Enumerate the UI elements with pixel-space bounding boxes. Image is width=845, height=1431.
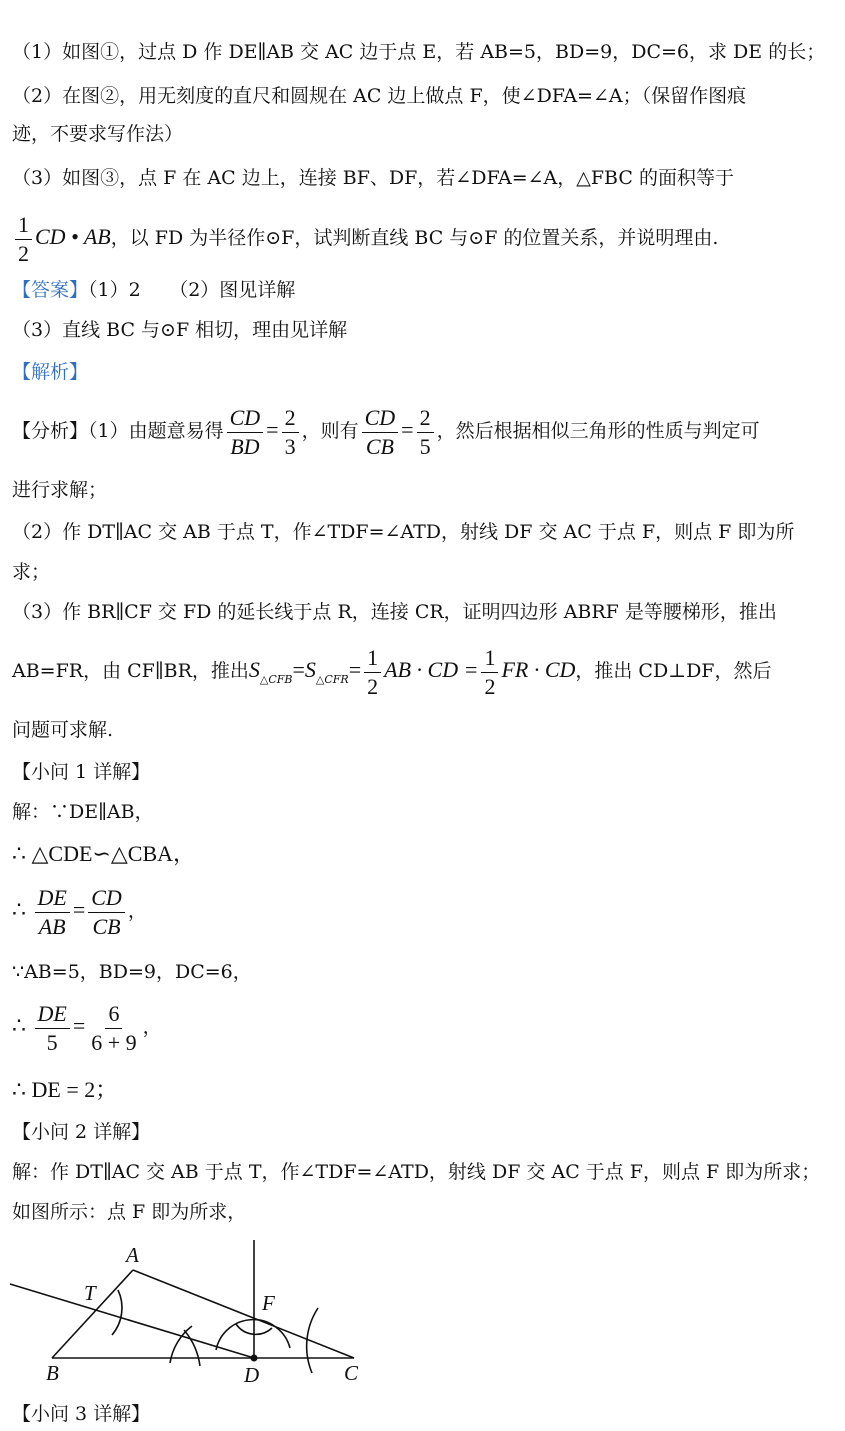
sub1-line-2: ∴ △CDE∽△CBA，	[12, 841, 196, 866]
label-a: A	[126, 1243, 139, 1267]
question-1: （1）如图①，过点 D 作 DE∥AB 交 AC 边于点 E，若 AB=5，BD=9，DC=6，求 DE 的长；	[12, 41, 826, 63]
sub1-line-3: ∴ $\frac{DE}{AB}$ = $\frac{CD}{CB}$ ，	[12, 884, 147, 939]
analysis-part3-line-3: 问题可求解.	[12, 719, 114, 741]
label-d: D	[244, 1363, 260, 1387]
label-b: B	[46, 1361, 59, 1385]
question-2-line-1: （2）在图②，用无刻度的直尺和圆规在 AC 边上做点 F，使∠DFA=∠A；（保留作图痕	[12, 85, 747, 107]
answer-line-1: 【答案】（1）2 （2）图见详解	[12, 279, 296, 301]
arc-2	[184, 1330, 200, 1366]
analysis-line-1: 【分析】（1）由题意易得 $\frac{CD}{BD}$ = $\frac{2}{3}$ ，则有 $\frac{CD}{CB}$ = $\frac{2}{5}$ ，然后根据相似三角形的性质与判定可	[12, 404, 760, 459]
analysis-part3-line-1: （3）作 BR∥CF 交 FD 的延长线于点 R，连接 CR，证明四边形 ABRF 是等腰梯形，推出	[12, 601, 777, 623]
answer-line-2: （3）直线 BC 与⊙F 相切，理由见详解	[12, 319, 348, 341]
segment-ac	[133, 1270, 354, 1358]
sub1-line-4: ∵AB=5，BD=9，DC=6，	[12, 961, 252, 983]
sub2-line-1: 解：作 DT∥AC 交 AB 于点 T，作∠TDF=∠ATD，射线 DF 交 AC 于点 F，则点 F 即为所求；	[12, 1161, 821, 1183]
fraction-half: $\frac{1}{2}$	[15, 211, 32, 268]
label-c: C	[344, 1361, 359, 1385]
sub1-title: 【小问 1 详解】	[12, 761, 151, 783]
sub2-line-2: 如图所示：点 F 即为所求，	[12, 1201, 247, 1223]
analysis-tag: 【解析】	[12, 361, 89, 383]
sub1-line-1: 解：∵DE∥AB，	[12, 801, 154, 823]
question-3-line-1: （3）如图③，点 F 在 AC 边上，连接 BF、DF，若∠DFA=∠A，△FBC 的面积等于	[12, 167, 734, 189]
construction-figure	[0, 1238, 380, 1388]
sub3-title: 【小问 3 详解】	[12, 1403, 151, 1425]
arc-1	[112, 1290, 122, 1335]
label-t: T	[84, 1281, 96, 1305]
question-3-line-2: $\frac{1}{2}$ CD • AB，以 FD 为半径作⊙F，试判断直线 BC 与⊙F 的位置关系，并说明理由.	[12, 207, 718, 268]
point-d	[251, 1355, 258, 1362]
sub1-line-5: ∴ $\frac{DE}{5}$ = $\frac{6}{6 + 9}$ ，	[12, 1000, 162, 1055]
analysis-part3-line-2: AB=FR，由 CF∥BR，推出$S_{\triangle CFB}=S_{\triangle CFR}=$ $\frac{1}{2}$ AB · CD = $\frac{1}{2}$ FR · CD，推出 CD⊥DF，然后	[12, 644, 772, 699]
analysis-line-2: 进行求解；	[12, 479, 108, 501]
answer-tag: 【答案】	[12, 279, 89, 301]
label-f: F	[262, 1291, 275, 1315]
sub1-line-6: ∴ DE = 2；	[12, 1077, 118, 1102]
analysis-part2-line-2: 求；	[12, 561, 51, 583]
question-2-line-2: 迹，不要求写作法）	[12, 123, 184, 145]
analysis-part2-line-1: （2）作 DT∥AC 交 AB 于点 T，作∠TDF=∠ATD，射线 DF 交 AC 于点 F，则点 F 即为所	[12, 521, 795, 543]
sub2-title: 【小问 2 详解】	[12, 1121, 151, 1143]
